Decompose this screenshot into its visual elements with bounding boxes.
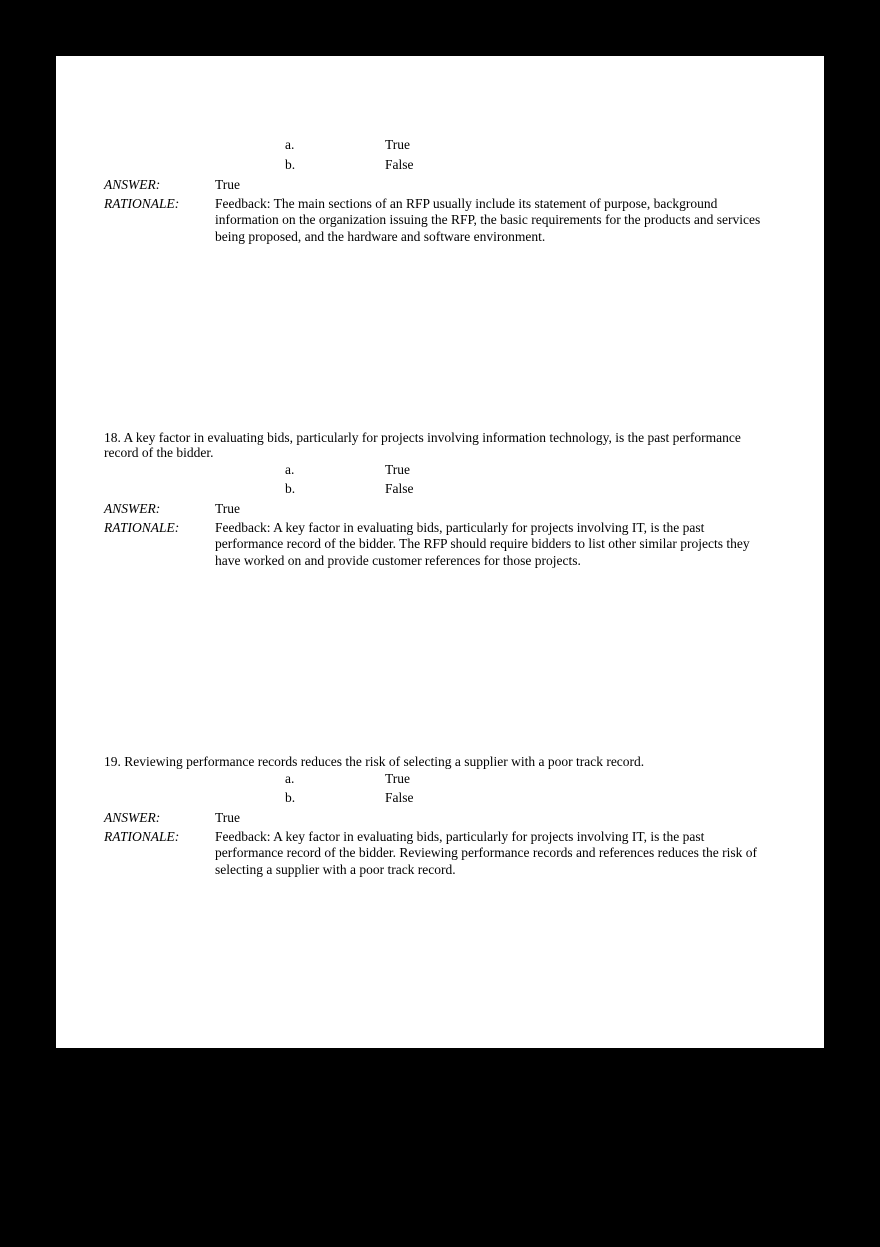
answer-value: True [215,501,241,516]
option-b-letter: b. [285,790,296,805]
option-b-letter: b. [285,157,296,172]
option-a-letter: a. [285,137,295,152]
option-a-text: True [385,462,411,477]
option-b-text: False [385,790,414,805]
question-stem: 19. Reviewing performance records reduces the risk of selecting a supplier with a poor track record. [104,754,645,769]
rationale-label: RATIONALE: [104,829,180,844]
option-b-text: False [385,481,414,496]
rationale-text: Feedback: The main sections of an RFP usually include its statement of purpose, background information on the organization issuing the RFP, the basic requirements for the products and services being proposed, and the hardware and software environment. [215,196,761,244]
rationale-text: Feedback: A key factor in evaluating bids, particularly for projects involving IT, is the past performance record of the bidder. The RFP should require bidders to list other similar projects they have worked on and provide customer references for those projects. [215,520,750,568]
answer-label: ANSWER: [104,810,161,825]
option-a-letter: a. [285,462,295,477]
rationale-label: RATIONALE: [104,520,180,535]
option-a-letter: a. [285,771,295,786]
answer-value: True [215,177,241,192]
answer-value: True [215,810,241,825]
rationale-label: RATIONALE: [104,196,180,211]
option-b-text: False [385,157,414,172]
option-a-text: True [385,771,411,786]
question-stem: 18. A key factor in evaluating bids, particularly for projects involving information technology, is the past performance record of the bidder. [104,430,741,460]
document-page [56,56,824,1048]
option-b-letter: b. [285,481,296,496]
rationale-text: Feedback: A key factor in evaluating bids, particularly for projects involving IT, is the past performance record of the bidder. Reviewing performance records and references reduces the risk of selecting a supplier with a poor track record. [215,829,757,877]
answer-label: ANSWER: [104,501,161,516]
option-a-text: True [385,137,411,152]
answer-label: ANSWER: [104,177,161,192]
